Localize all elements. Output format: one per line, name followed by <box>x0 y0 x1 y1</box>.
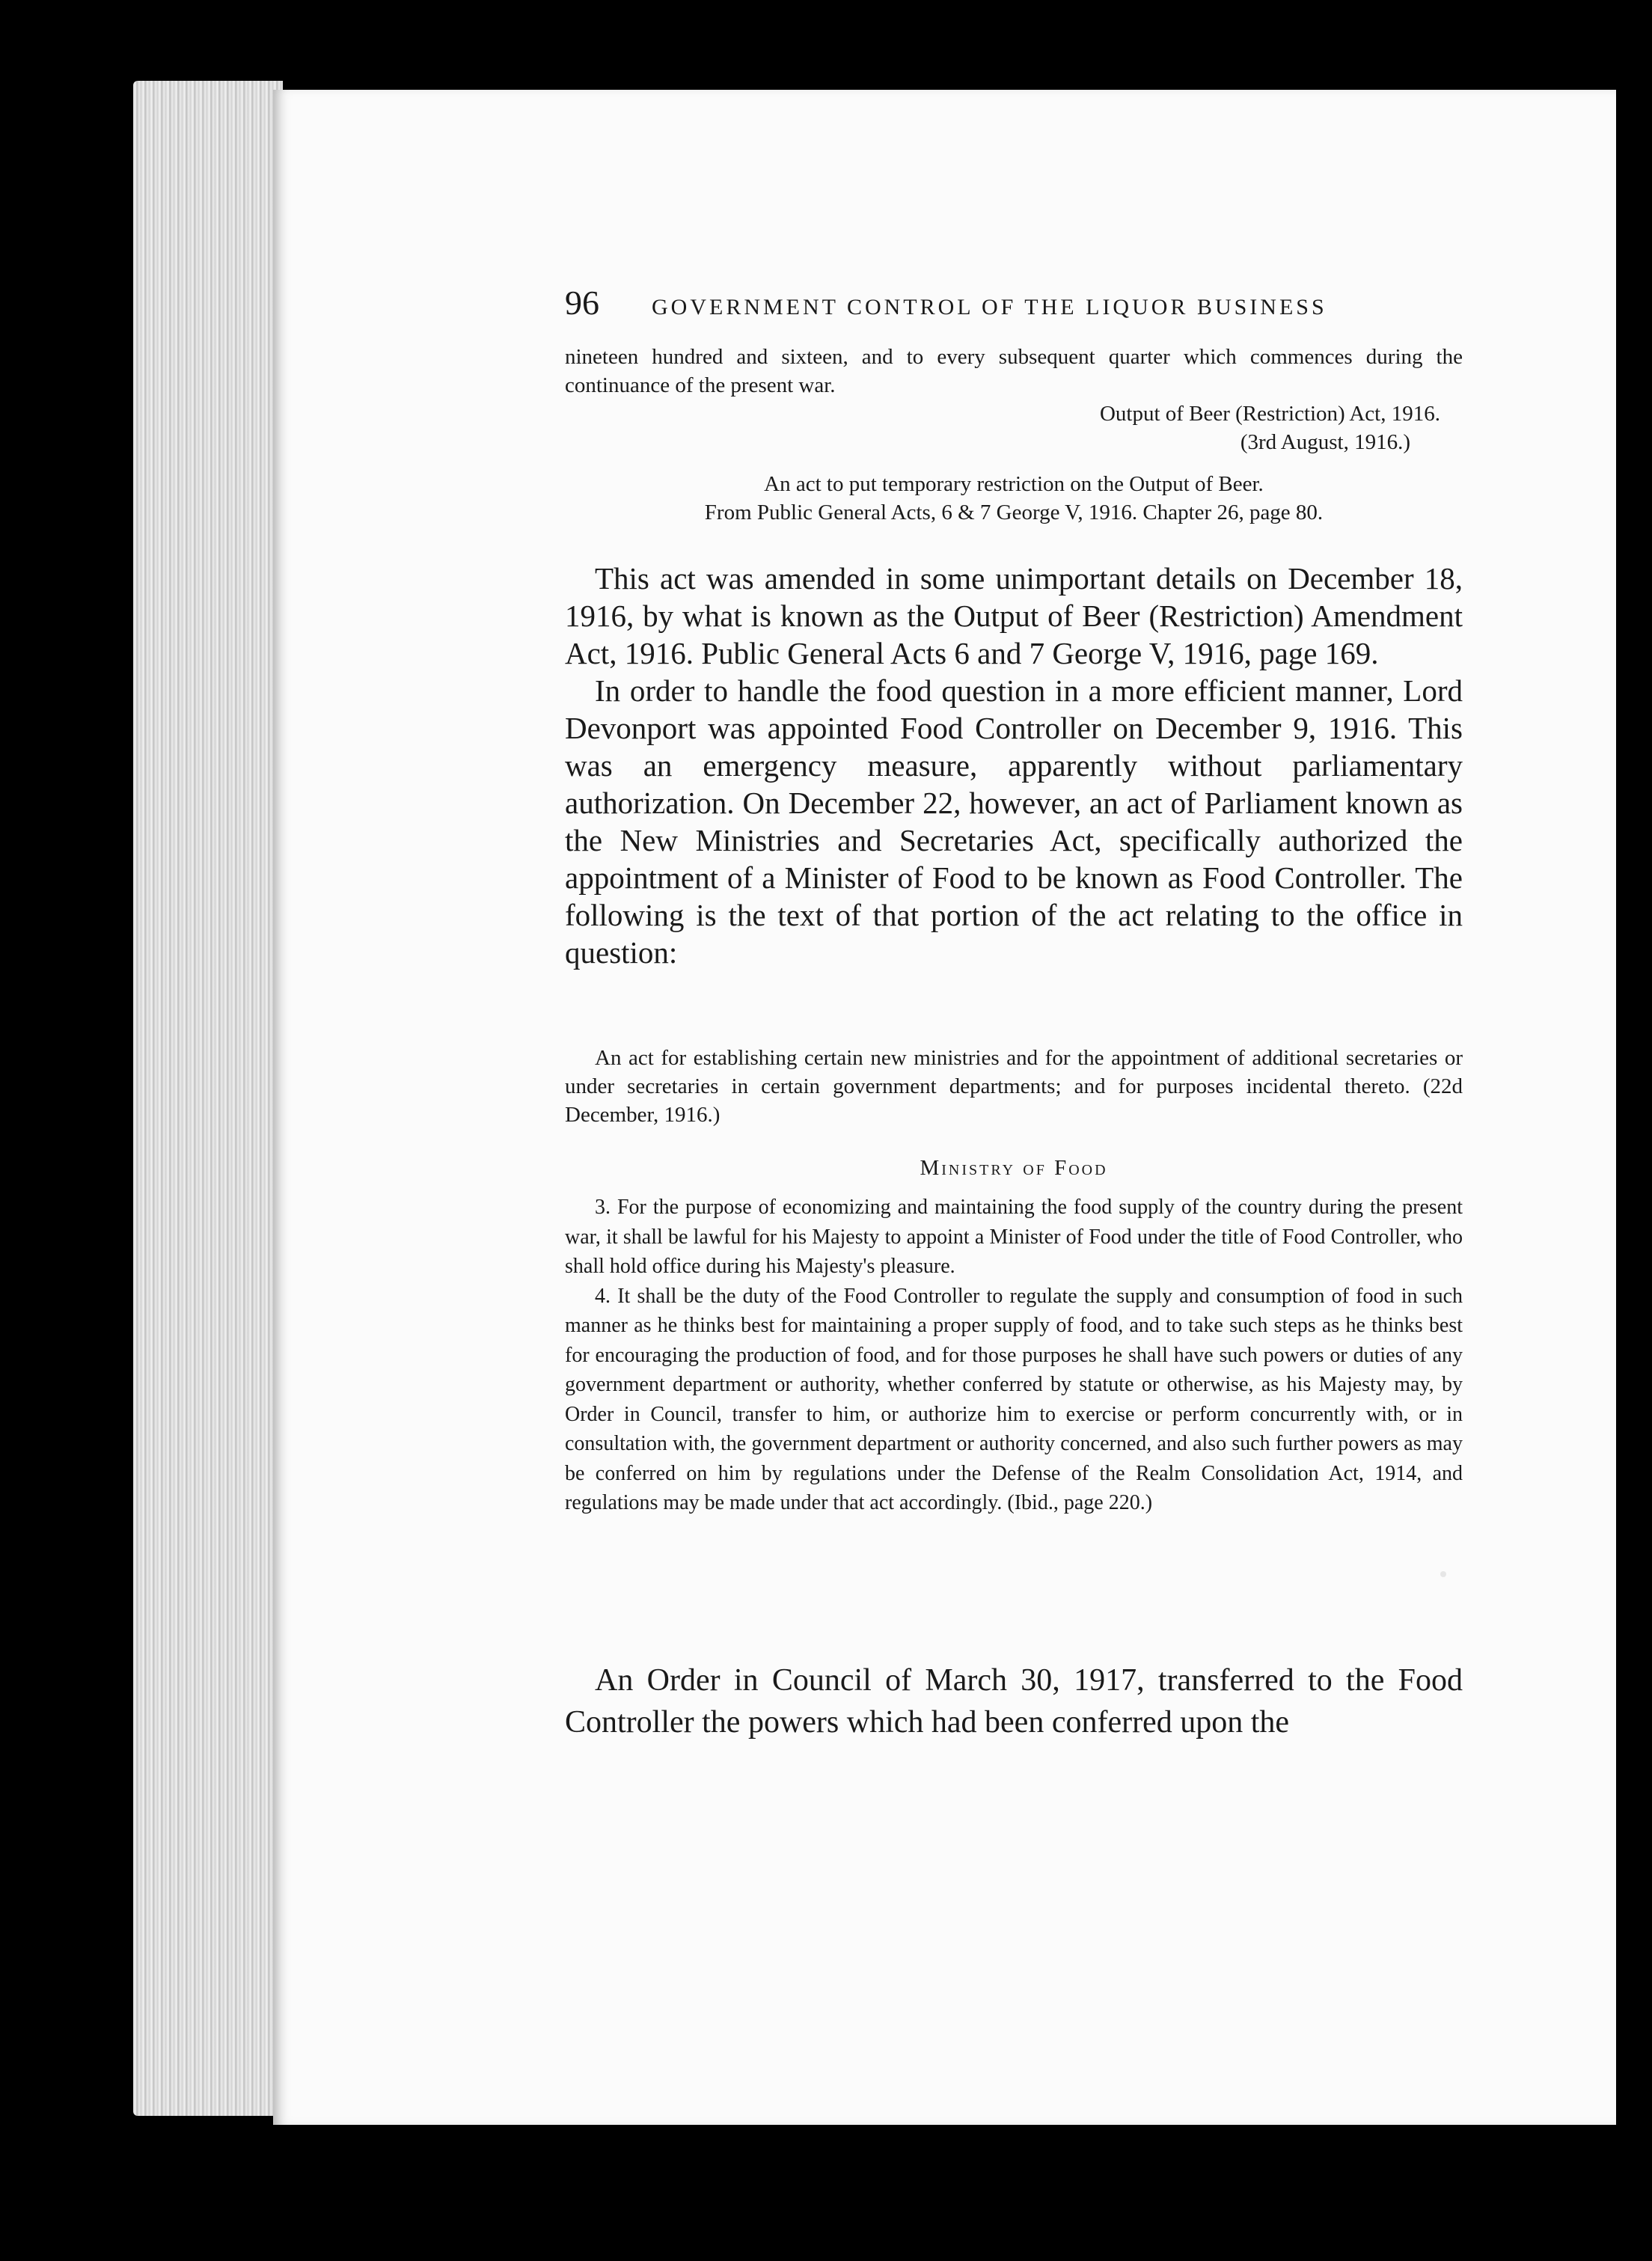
section-heading-block <box>565 1156 1463 1181</box>
page-edges <box>133 81 283 2116</box>
paper-speck <box>1440 1571 1446 1577</box>
act-title: Output of Beer (Restriction) Act, 1916. <box>1099 402 1440 426</box>
act-source: From Public General Acts, 6 & 7 George V, 1916. Chapter 26, page 80. <box>704 501 1324 524</box>
paragraph-1: This act was amended in some unimportant details on December 18, 1916, by what is known as the Output of Beer (Restriction) Amendment Act, 1916. Public General Acts 6 and 7 George V, 1916, page 169. <box>565 561 1463 670</box>
paragraph-2: In order to handle the food question in a more efficient manner, Lord Devonport was appointed Food Controller on December 9, 1916. This was an emergency measure, apparently without parliamentary authorization. On December 22, however, an act of Parliament known as the New Ministries and Secretaries Act, specifically authorized the appointment of a Minister of Food to be known as Food Controller. The following is the text of that portion of the act relating to the office in question: <box>565 673 1463 970</box>
section-3: 3. For the purpose of economizing and maintaining the food supply of the country during the present war, it shall be lawful for his Majesty to appoint a Minister of Food under the title of Food Controller, who shall hold office during his Majesty's pleasure. <box>565 1196 1463 1278</box>
page-number: 96 <box>565 284 599 322</box>
closing-block <box>565 1659 1463 1743</box>
act-preamble: An act for establishing certain new ministries and for the appointment of additional secretaries or under secretaries in certain government departments; and for purposes incidental thereto. (22d December, 1916.) <box>565 1046 1463 1127</box>
page-header <box>565 283 1463 328</box>
closing-paragraph: An Order in Council of March 30, 1917, transferred to the Food Controller the powers which had been conferred upon the <box>565 1663 1463 1740</box>
section-4: 4. It shall be the duty of the Food Controller to regulate the supply and consumption of food in such manner as he thinks best for maintaining a proper supply of food, and to take such steps as he thinks best for encouraging the production of food, and for those purposes he shall have such powers or duties of any government department or authority, whether conferred by statute or otherwise, as his Majesty may, by Order in Council, transfer to him, or authorize him to exercise or perform concurrently with, or in consultation with, the government department or authority concerned, and also such further powers as may be conferred on him by regulations under the Defense of the Realm Consolidation Act, 1914, and regulations may be made under that act accordingly. (Ibid., page 220.) <box>565 1284 1463 1514</box>
running-head: GOVERNMENT CONTROL OF THE LIQUOR BUSINESS <box>652 295 1327 319</box>
body-paragraphs <box>565 560 1463 971</box>
act-preamble-block <box>565 1044 1463 1129</box>
section-heading: Ministry of Food <box>920 1156 1108 1180</box>
citation-block <box>565 343 1463 527</box>
continued-text: nineteen hundred and sixteen, and to every subsequent quarter which commences during the continuance of the present war. <box>565 345 1463 397</box>
act-description: An act to put temporary restriction on the Output of Beer. <box>764 472 1264 496</box>
act-date: (3rd August, 1916.) <box>1240 430 1410 454</box>
statute-sections <box>565 1193 1463 1518</box>
